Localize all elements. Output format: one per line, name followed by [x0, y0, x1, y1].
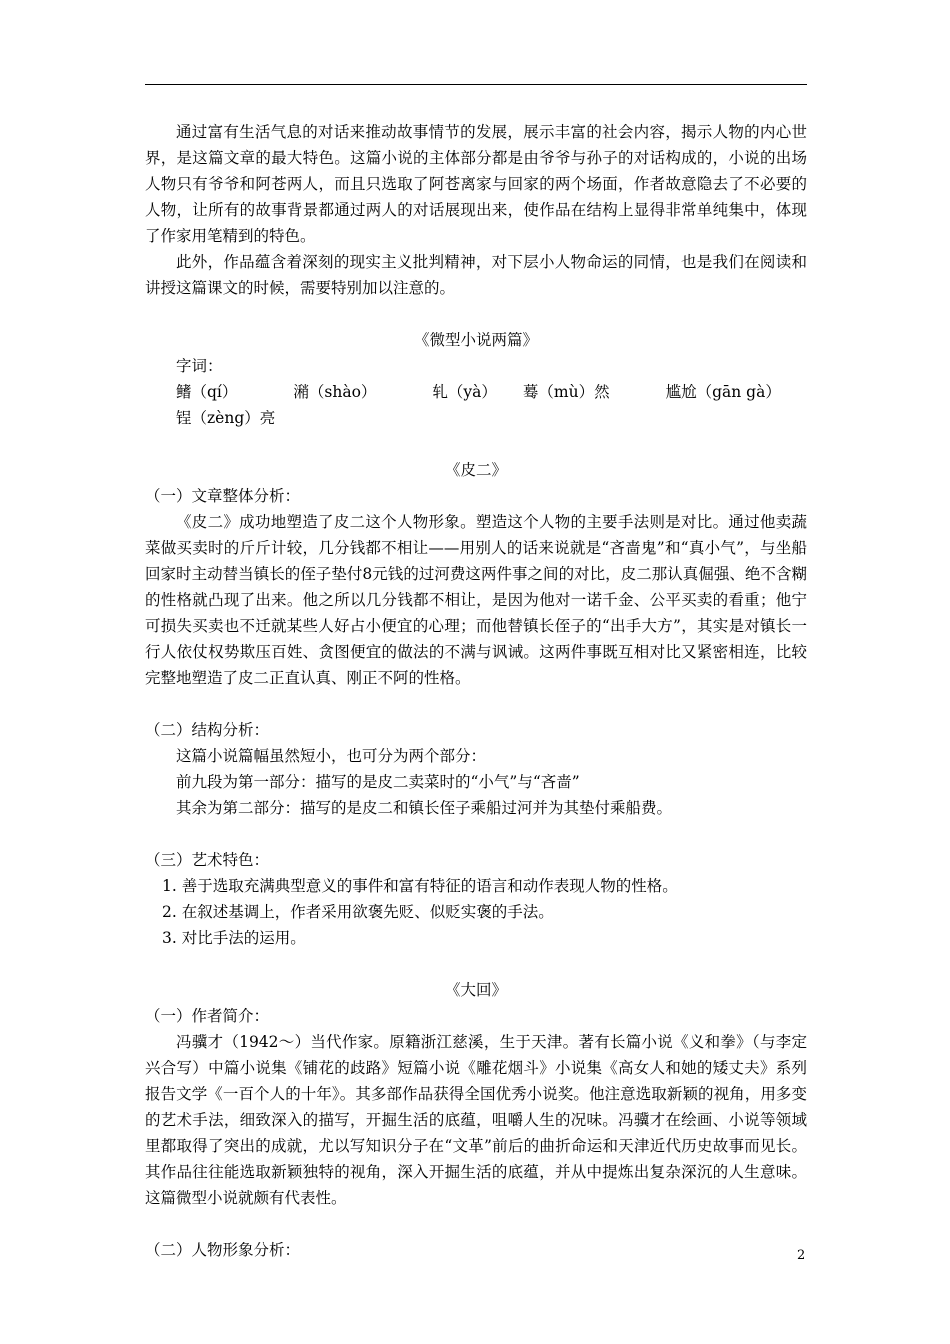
- pier-structure-line: 前九段为第一部分：描写的是皮二卖菜时的“小气”与“吝啬”: [176, 773, 580, 791]
- vocab-item: 轧（yà）: [432, 383, 497, 401]
- document-body: [145, 119, 807, 1263]
- pier-feature-item: 2. 在叙述基调上，作者采用欲褒先贬、似贬实褒的手法。: [162, 903, 554, 921]
- vocab-item: 潲（shào）: [293, 383, 377, 401]
- pier-structure-line: 这篇小说篇幅虽然短小，也可分为两个部分：: [176, 747, 487, 765]
- page-number: 2: [797, 1248, 806, 1263]
- section-title-pier: 《皮二》: [444, 461, 507, 479]
- section-title-micro: 《微型小说两篇》: [413, 331, 538, 349]
- vocab-item: 尴尬（gān gà）: [665, 383, 781, 401]
- vocab-item: 蓦（mù）然: [522, 383, 610, 401]
- pier-heading-1: （一）文章整体分析：: [145, 487, 301, 505]
- dahui-heading-2: （二）人物形象分析：: [145, 1241, 301, 1259]
- pier-heading-3: （三）艺术特色：: [145, 851, 270, 869]
- vocab-item: 鳍（qí）: [176, 383, 238, 401]
- header-rule: [145, 84, 807, 85]
- intro-paragraph-2: 此外，作品蕴含着深刻的现实主义批判精神，对下层小人物命运的同情，也是我们在阅读和讲授这篇课文的时候，需要特别加以注意的。: [145, 253, 807, 297]
- vocab-label: 字词：: [176, 357, 223, 375]
- pier-analysis-text: 《皮二》成功地塑造了皮二这个人物形象。塑造这个人物的主要手法则是对比。通过他卖蔬菜做买卖时的斤斤计较，几分钱都不相让——用别人的话来说就是“吝啬鬼”和“真小气”，与坐船回家时主动替当镇长的侄子垫付8元钱的过河费这两件事之间的对比，皮二那认真倔强、绝不含糊的性格就凸现了出来。他之所以几分钱都不相让，是因为他对一诺千金、公平买卖的看重；他宁可损失买卖也不迁就某些人好占小便宜的心理；而他替镇长侄子的“出手大方”，其实是对镇长一行人依仗权势欺压百姓、贪图便宜的做法的不满与讽诫。这两件事既互相对比又紧密相连，比较完整地塑造了皮二正直认真、刚正不阿的性格。: [145, 513, 807, 687]
- intro-paragraph-1: 通过富有生活气息的对话来推动故事情节的发展，展示丰富的社会内容，揭示人物的内心世界，是这篇文章的最大特色。这篇小说的主体部分都是由爷爷与孙子的对话构成的，小说的出场人物只有爷爷和阿苍两人，而且只选取了阿苍离家与回家的两个场面，作者故意隐去了不必要的人物，让所有的故事背景都通过两人的对话展现出来，使作品在结构上显得非常单纯集中，体现了作家用笔精到的特色。: [145, 123, 807, 245]
- pier-structure-line: 其余为第二部分：描写的是皮二和镇长侄子乘船过河并为其垫付乘船费。: [176, 799, 673, 817]
- dahui-heading-1: （一）作者简介：: [145, 1007, 270, 1025]
- dahui-author-text: 冯骥才（1942～）当代作家。原籍浙江慈溪，生于天津。著有长篇小说《义和拳》（与李定兴合写）中篇小说集《铺花的歧路》短篇小说《雕花烟斗》小说集《高女人和她的矮丈夫》系列报告文学《一百个人的十年》。其多部作品获得全国优秀小说奖。他注意选取新颖的视角，用多变的艺术手法，细致深入的描写，开掘生活的底蕴，咀嚼人生的况味。冯骥才在绘画、小说等领域里都取得了突出的成就，尤以写知识分子在“文革”前后的曲折命运和天津近代历史故事而见长。其作品往往能选取新颖独特的视角，深入开掘生活的底蕴，并从中提炼出复杂深沉的人生意味。这篇微型小说就颇有代表性。: [145, 1033, 807, 1207]
- section-title-dahui: 《大回》: [444, 981, 507, 999]
- pier-feature-item: 3. 对比手法的运用。: [162, 929, 306, 947]
- vocab-line-2: 锃（zèng）亮: [176, 409, 276, 427]
- vocab-line-1: [145, 379, 807, 405]
- pier-heading-2: （二）结构分析：: [145, 721, 270, 739]
- pier-feature-item: 1. 善于选取充满典型意义的事件和富有特征的语言和动作表现人物的性格。: [162, 877, 678, 895]
